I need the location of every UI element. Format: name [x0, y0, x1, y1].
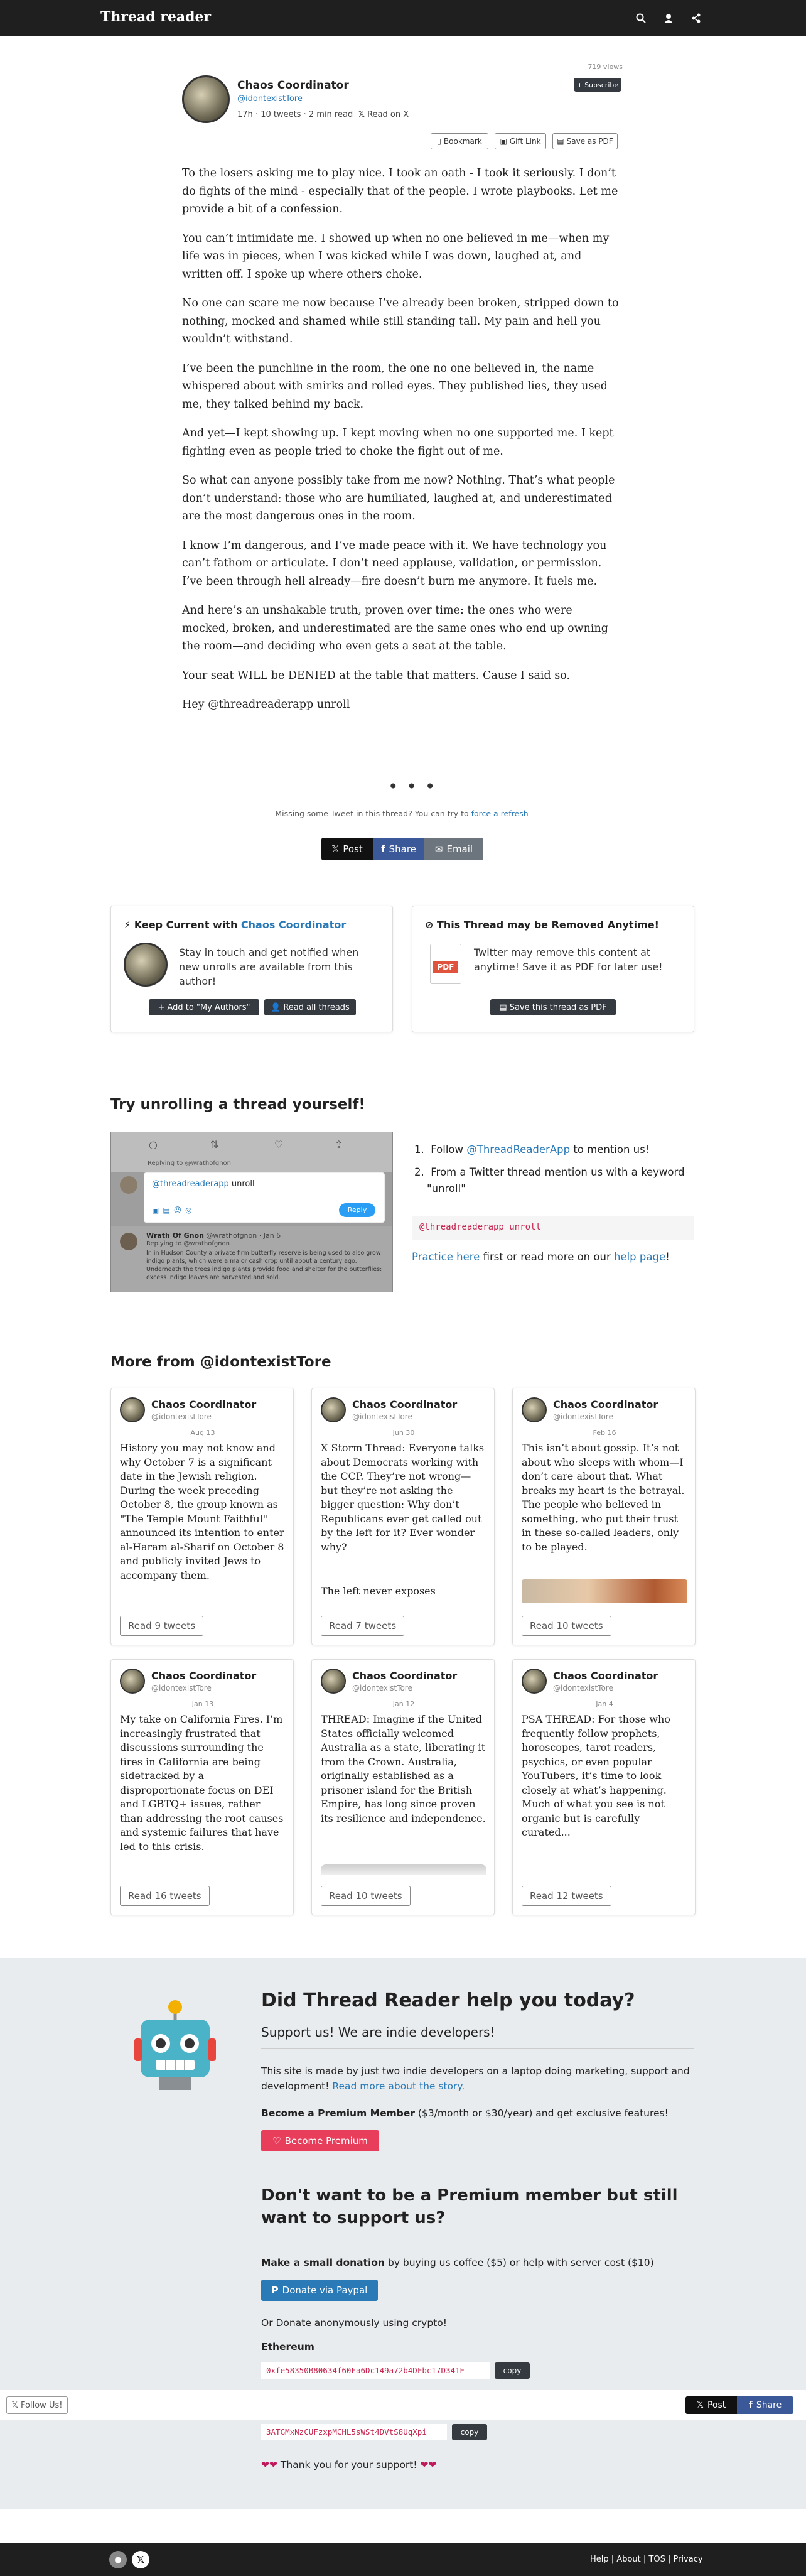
floating-post-button[interactable]	[685, 2396, 737, 2414]
footer-tos-link[interactable]: TOS	[648, 2555, 665, 2564]
demo-tweet-avatar	[120, 1233, 137, 1250]
gift-icon: ▣	[500, 137, 507, 146]
time-ago: 17h	[237, 110, 253, 119]
save-pdf-button[interactable]	[552, 133, 618, 149]
card-author-handle: @idontexistTore	[151, 1684, 212, 1692]
plus-icon: +	[158, 1002, 165, 1012]
card-text: My take on California Fires. I’m increasingly frustrated that discussions surrounding the fires in California are being sidetracked by a disproportionate focus on DEI and LGBTQ+ issues, rather than addressing the root causes and systemic failures that have led to this crisis.	[120, 1713, 284, 1853]
add-authors-label: Add to "My Authors"	[167, 1002, 250, 1012]
floating-share-button[interactable]	[737, 2396, 793, 2414]
donation-rest: by buying us coffee ($5) or help with server cost ($10)	[387, 2257, 654, 2268]
author-avatar[interactable]	[182, 75, 230, 123]
step2-text: From a Twitter thread mention us with a keyword "unroll"	[427, 1166, 685, 1194]
demo-media-icons: ▣▤☺◎	[152, 1206, 196, 1215]
robot-icon	[134, 1998, 216, 2099]
thread-card[interactable]	[110, 1659, 294, 1915]
practice-end: !	[665, 1251, 670, 1263]
card-date: Aug 13	[190, 1429, 215, 1437]
become-premium-button[interactable]	[261, 2130, 379, 2151]
author-avatar	[321, 1397, 346, 1422]
share-icon: ⇪	[335, 1139, 343, 1150]
footer-links: Help | About | TOS | Privacy	[590, 2555, 703, 2564]
demo-replying: Replying to @wrathofgnon	[148, 1160, 232, 1167]
support-subtitle: Support us! We are indie developers!	[261, 2025, 495, 2040]
card-author-handle: @idontexistTore	[352, 1684, 412, 1692]
footer-about-link[interactable]: About	[616, 2555, 641, 2564]
card-text: This isn’t about gossip. It’s not about who sleeps with whom—I don’t care about that. What breaks my heart is the betrayal. The people who believed in something, who put their trust in these so-called leaders, only to be played.	[522, 1442, 685, 1553]
card-author-handle: @idontexistTore	[553, 1684, 613, 1692]
top-navbar	[0, 0, 806, 36]
support-divider	[261, 2048, 694, 2049]
card-author-name: Chaos Coordinator	[352, 1670, 458, 1682]
footer-help-link[interactable]: Help	[590, 2555, 609, 2564]
removal-warning-card	[412, 906, 694, 1032]
practice-mid: first or read more on our	[483, 1251, 611, 1263]
ban-icon: ⊘	[425, 919, 434, 931]
donation-line	[261, 2257, 654, 2268]
keep-current-prefix: Keep Current with	[134, 919, 238, 931]
tweet-paragraph: You can’t intimidate me. I showed up when no one believed in me—when my life was in pieces, when I was kicked while I was down, laughed at, and written off. I spoke up where others choke.	[182, 232, 610, 281]
card-thumbnail	[321, 1864, 486, 1875]
share-share-label: Share	[389, 843, 416, 855]
author-avatar	[522, 1669, 547, 1694]
card-text: THREAD: Imagine if the United States officially welcomed Australia as a state, liberating it from the Crown. Australia, originally established as a prisoner island for the British Empire, has long since proven its resilience and independence.	[321, 1713, 486, 1824]
tweet-paragraph: To the losers asking me to play nice. I took an oath - I took it seriously. I don’t do fights of the mind - especially that of the people. I wrote playbooks. Let me provide a bit of a confession.	[182, 167, 618, 215]
demo-input-word: unroll	[231, 1179, 255, 1189]
read-tweets-button[interactable]: Read 12 tweets	[522, 1886, 611, 1906]
x-logo-icon[interactable]: 𝕏	[132, 2551, 149, 2568]
demo-replying-2: Replying to @wrathofgnon	[146, 1240, 230, 1247]
ethereum-label: Ethereum	[261, 2341, 314, 2352]
author-avatar	[120, 1397, 145, 1422]
support-title-2: Don't want to be a Premium member but still want to support us?	[261, 2186, 678, 2227]
card-author-name: Chaos Coordinator	[151, 1399, 257, 1410]
footer-privacy-link[interactable]: Privacy	[673, 2555, 703, 2564]
view-count: 719 views	[588, 63, 623, 71]
card-author-name: Chaos Coordinator	[553, 1399, 658, 1410]
save-pdf-label: Save this thread as PDF	[509, 1002, 607, 1012]
more-from-title: More from @idontexistTore	[110, 1354, 331, 1370]
donation-bold: Make a small donation	[261, 2257, 385, 2268]
thanks-line	[261, 2459, 437, 2470]
support-body	[261, 2064, 694, 2094]
document-icon: ▤	[499, 1002, 507, 1012]
author-avatar[interactable]	[124, 943, 168, 987]
card-text: History you may not know and why October 7 is a significant date in the Jewish religion. During the week preceding October 8, the group known as "The Temple Mount Faithful" announced its intention to enter al-Haram al-Sharif on October 8 and publicly invited Jews to accompany them.	[120, 1442, 284, 1581]
tweet-count: 10 tweets	[261, 110, 301, 119]
crypto-text: Or Donate anonymously using crypto!	[261, 2317, 447, 2329]
keep-current-card	[110, 906, 393, 1032]
thread-card[interactable]	[110, 1388, 294, 1645]
unroll-code: @threadreaderapp unroll	[412, 1216, 694, 1240]
author-name[interactable]: Chaos Coordinator	[237, 79, 349, 92]
bookmark-label: Bookmark	[443, 137, 482, 146]
x-logo-icon: 𝕏	[358, 110, 365, 119]
card-text: X Storm Thread: Everyone talks about Democrats working with the CCP. They’re not wrong—but they’re not asking the bigger question: Why don’t Republicans ever get called out by the left for it? Ever wonder why?	[321, 1442, 485, 1553]
demo-tweet-handle: @wrathofgnon · Jan 6	[206, 1231, 281, 1240]
facebook-icon: f	[748, 2400, 753, 2410]
tweet-paragraph: No one can scare me now because I’ve already been broken, stripped down to nothing, mocked and shamed while still standing tall. My pain and hell you wouldn’t withstand.	[182, 297, 619, 345]
removal-title	[425, 919, 659, 931]
thread-card[interactable]	[311, 1659, 495, 1915]
share-email-button[interactable]	[424, 838, 483, 860]
save-thread-pdf-button[interactable]	[490, 999, 616, 1015]
tweet-paragraph: Hey @threadreaderapp unroll	[182, 698, 350, 711]
thread-card[interactable]	[311, 1388, 495, 1645]
gift-label: Gift Link	[509, 137, 541, 146]
removal-body: Twitter may remove this content at anytime! Save it as PDF for later use!	[474, 946, 663, 973]
floating-share-label: Share	[756, 2400, 782, 2410]
ethereum-address[interactable]: 0xfe58350B80634f60Fa6Dc149a72b4DFbc17D341E	[261, 2362, 490, 2379]
tweet-paragraph: I’ve been the punchline in the room, the one no one believed in, the name whispered about with smirks and rolled eyes. They published lies, they used me, they talked behind my back.	[182, 362, 608, 411]
help-page-link[interactable]: help page	[613, 1251, 666, 1263]
copy-eth-button[interactable]: copy	[495, 2362, 530, 2379]
demo-tweet-author: Wrath Of Gnon	[146, 1231, 204, 1240]
heart-icon: ❤❤	[420, 2459, 437, 2470]
demo-tweet-header	[146, 1231, 281, 1240]
subscribe-button[interactable]	[574, 78, 621, 92]
tweet-paragraph: Your seat WILL be DENIED at the table that matters. Cause I said so.	[182, 669, 571, 682]
thread-body	[182, 165, 621, 725]
step1-prefix: Follow	[431, 1144, 463, 1155]
user-icon: 👤	[271, 1002, 281, 1012]
card-author-handle: @idontexistTore	[352, 1412, 412, 1421]
read-all-label: Read all threads	[283, 1002, 350, 1012]
practice-link[interactable]: Practice here	[412, 1251, 480, 1263]
author-avatar	[321, 1669, 346, 1694]
read-all-threads-button[interactable]	[264, 999, 356, 1015]
keep-current-body: Stay in touch and get notified when new unrolls are available from this author!	[179, 946, 359, 987]
thread-meta: 17h · 10 tweets · 2 min read 𝕏 Read on X	[237, 110, 409, 119]
user-circle-icon[interactable]: ●	[109, 2551, 127, 2568]
share-icon[interactable]	[689, 11, 703, 25]
keep-current-title	[124, 919, 346, 931]
retweet-icon: ⇅	[210, 1139, 219, 1150]
floating-post-label: Post	[707, 2400, 726, 2410]
thread-end-dots: • • •	[388, 776, 437, 797]
brand-logo[interactable]: Thread reader	[100, 9, 212, 25]
heart-icon: ❤❤	[261, 2459, 277, 2470]
document-icon: ▤	[557, 137, 564, 146]
heart-icon: ♡	[272, 2135, 281, 2146]
tweet-paragraph: And here’s an unshakable truth, proven over time: the ones who were mocked, broken, and underestimated are the same ones who end up owning the room—and deciding who even gets a seat at the table.	[182, 604, 608, 652]
bolt-icon: ⚡	[124, 919, 131, 931]
demo-screenshot	[110, 1132, 393, 1292]
card-date: Jun 30	[392, 1429, 415, 1437]
user-icon[interactable]	[662, 11, 675, 25]
support-section	[0, 1958, 806, 2509]
thread-card[interactable]	[512, 1659, 696, 1915]
unroll-steps	[414, 1142, 690, 1197]
x-logo-icon: 𝕏	[11, 2400, 19, 2410]
demo-tweet	[111, 1226, 393, 1292]
add-to-my-authors-button[interactable]	[149, 999, 259, 1015]
gift-link-button[interactable]	[495, 133, 546, 149]
follow-link[interactable]: @ThreadReaderApp	[466, 1144, 571, 1155]
support-title: Did Thread Reader help you today?	[261, 1989, 635, 2011]
card-date: Jan 4	[596, 1700, 613, 1708]
story-link[interactable]: Read more about the story.	[332, 2081, 465, 2092]
card-author-handle: @idontexistTore	[151, 1412, 212, 1421]
try-section-title: Try unrolling a thread yourself!	[110, 1096, 365, 1113]
demo-reply-button: Reply	[339, 1203, 375, 1217]
support-body-text: This site is made by just two indie developers on a laptop doing marketing, support and development!	[261, 2065, 690, 2092]
x-logo-icon: 𝕏	[331, 843, 340, 855]
tweet-paragraph: And yet—I kept showing up. I kept moving when no one supported me. I kept fighting even as people tried to choke the fight out of me.	[182, 427, 614, 458]
practice-line	[412, 1251, 670, 1263]
demo-input-handle: @threadreaderapp	[152, 1179, 229, 1189]
pdf-file-icon	[430, 944, 461, 984]
card-date: Jan 12	[392, 1700, 415, 1708]
paypal-icon: P	[271, 2285, 279, 2296]
author-avatar	[120, 1669, 145, 1694]
demo-input-text	[152, 1179, 255, 1189]
donate-paypal-button[interactable]	[261, 2280, 378, 2301]
share-post-button[interactable]	[321, 838, 373, 860]
missing-tweet-notice	[182, 809, 621, 818]
premium-btn-label: Become Premium	[284, 2135, 368, 2146]
thread-card[interactable]	[512, 1388, 696, 1645]
heart-icon: ♡	[274, 1139, 284, 1150]
card-text: PSA THREAD: For those who frequently follow prophets, horoscopes, tarot readers, psychics, or even popular YouTubers, it’s time to look closely at what’s happening. Much of what you see is not organic but is carefully curated...	[522, 1713, 670, 1838]
card-author-name: Chaos Coordinator	[553, 1670, 658, 1682]
card-text-continued: The left never exposes	[321, 1585, 436, 1597]
read-tweets-button[interactable]: Read 16 tweets	[120, 1886, 210, 1906]
x-logo-icon: 𝕏	[696, 2400, 704, 2410]
follow-us-button[interactable]	[6, 2396, 68, 2414]
bookmark-button[interactable]	[431, 133, 488, 149]
share-facebook-button[interactable]	[373, 838, 424, 860]
tweet-paragraph: I know I’m dangerous, and I’ve made peace with it. We have technology you can’t fathom or articulate. I don’t need applause, validation, or permission. I’ve been through hell already—fire doesn’t burn me anymore. It fuels me.	[182, 539, 607, 588]
demo-reply-box	[144, 1172, 385, 1223]
premium-rest: ($3/month or $30/year) and get exclusive features!	[417, 2108, 669, 2119]
card-author-name: Chaos Coordinator	[151, 1670, 257, 1682]
copy-btc-button[interactable]: copy	[452, 2424, 487, 2440]
premium-line	[261, 2108, 669, 2119]
footer	[0, 2543, 806, 2576]
share-email-label: Email	[446, 843, 473, 855]
thanks-text: Thank you for your support!	[280, 2459, 417, 2470]
reply-icon: ○	[149, 1139, 158, 1150]
card-date: Feb 16	[593, 1429, 616, 1437]
follow-label: Follow Us!	[21, 2400, 63, 2410]
keep-current-author-link[interactable]: Chaos Coordinator	[240, 919, 347, 931]
subscribe-label: Subscribe	[584, 80, 619, 89]
step-2: 2. From a Twitter thread mention us with a keyword "unroll"	[414, 1166, 685, 1194]
pdf-label: Save as PDF	[566, 137, 613, 146]
author-avatar	[522, 1397, 547, 1422]
bookmark-icon: ▯	[437, 137, 441, 146]
pdf-icon-label: PDF	[433, 961, 458, 973]
read-tweets-button[interactable]: Read 7 tweets	[321, 1616, 404, 1636]
missing-text: Missing some Tweet in this thread? You can try to	[275, 809, 469, 818]
read-on-x-link[interactable]: Read on X	[367, 110, 409, 119]
floating-share-bar	[0, 2390, 806, 2420]
demo-avatar	[120, 1176, 137, 1194]
search-icon[interactable]	[634, 11, 648, 25]
paypal-btn-label: Donate via Paypal	[282, 2285, 368, 2296]
read-tweets-button[interactable]: Read 10 tweets	[321, 1886, 411, 1906]
force-refresh-link[interactable]: force a refresh	[471, 809, 529, 818]
card-thumbnail	[522, 1579, 687, 1603]
read-tweets-button[interactable]: Read 10 tweets	[522, 1616, 611, 1636]
envelope-icon: ✉	[434, 843, 443, 855]
facebook-icon: f	[381, 843, 385, 855]
card-date: Jan 13	[191, 1700, 214, 1708]
tweet-paragraph: So what can anyone possibly take from me now? Nothing. That’s what people don’t understand: those who are humiliated, laughed at, and underestimated are the most dangerous ones in the room.	[182, 474, 615, 522]
bitcoin-address[interactable]: 3ATGMxNzCUFzxpMCHL5sWSt4DVtS8UqXpi	[261, 2424, 447, 2440]
author-handle[interactable]: @idontexistTore	[237, 94, 303, 104]
read-tweets-button[interactable]: Read 9 tweets	[120, 1616, 203, 1636]
step-1: 1. Follow @ThreadReaderApp to mention us!	[414, 1144, 650, 1155]
demo-tweet-actions	[111, 1132, 393, 1172]
read-time: 2 min read	[308, 110, 353, 119]
card-author-name: Chaos Coordinator	[352, 1399, 458, 1410]
removal-title-text: This Thread may be Removed Anytime!	[436, 919, 659, 931]
step1-suffix: to mention us!	[573, 1144, 650, 1155]
premium-bold: Become a Premium Member	[261, 2108, 415, 2119]
demo-tweet-text: In in Hudson County a private firm butterfly reserve is being used to also grow indigo plants, which were a major cash crop until about a century ago. Underneath the trees indigo plants provide food and shelter for the butterflies: excess indigo leaves are harvested and sold.	[146, 1250, 382, 1281]
plus-icon: +	[576, 80, 583, 89]
card-author-handle: @idontexistTore	[553, 1412, 613, 1421]
share-post-label: Post	[343, 843, 363, 855]
